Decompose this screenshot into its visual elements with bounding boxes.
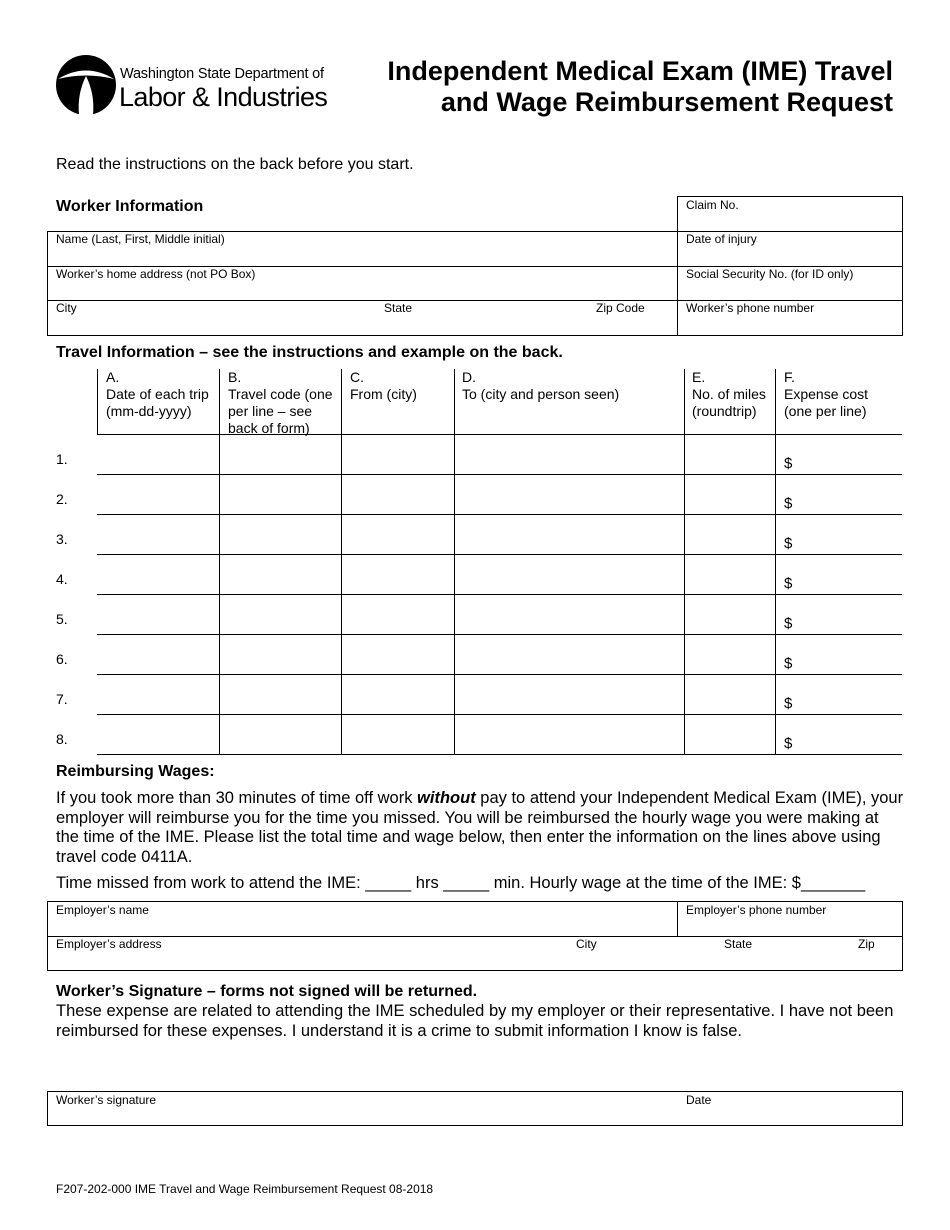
col-e-header: E. No. of miles (roundtrip) [692,369,766,419]
date-of-injury-field[interactable]: Date of injury [686,232,757,246]
employer-name-field[interactable]: Employer’s name [56,903,149,917]
col-c-header: C. From (city) [350,369,417,402]
employer-city-field[interactable]: City [576,937,597,951]
col-d-header: D. To (city and person seen) [462,369,620,402]
worker-signature-field[interactable]: Worker’s signature [56,1093,157,1107]
row-number: 8. [56,731,68,747]
row-number: 1. [56,451,68,467]
claim-no-field[interactable]: Claim No. [686,198,739,212]
lni-logo-icon [55,54,117,116]
employer-address-field[interactable]: Employer’s address [56,937,162,951]
form-title-line1: Independent Medical Exam (IME) Travel [387,56,893,86]
org-name-line1: Washington State Department of [120,66,324,82]
employer-state-field[interactable]: State [724,937,753,951]
expense-cost-cell[interactable]: $ [784,455,793,472]
employer-zip-field[interactable]: Zip [858,937,875,951]
expense-cost-cell[interactable]: $ [784,695,793,712]
col-a-header: A. Date of each trip (mm-dd-yyyy) [106,369,209,419]
signature-heading: Worker’s Signature – forms not signed will be returned. [56,983,478,1000]
expense-cost-cell[interactable]: $ [784,575,793,592]
row-number: 3. [56,531,68,547]
row-number: 4. [56,571,68,587]
wages-paragraph: If you took more than 30 minutes of time off work without pay to attend your Independent Medical Exam (IME), your employer will reimburse you for the time you missed. You will be reimbursed the hourly wage you were making at the time of the IME. Please list the total time and wage below, then enter the information on the lines above using travel code 0411A. [56,789,904,866]
expense-cost-cell[interactable]: $ [784,655,793,672]
zip-field[interactable]: Zip Code [596,301,645,315]
home-address-field[interactable]: Worker’s home address (not PO Box) [56,267,256,281]
employer-phone-field[interactable]: Employer’s phone number [686,903,827,917]
expense-cost-cell[interactable]: $ [784,615,793,632]
wages-heading: Reimbursing Wages: [56,763,215,780]
signature-statement: These expense are related to attending the IME scheduled by my employer or their representative. I have not been reimbursed for these expenses. I understand it is a crime to submit information I know is false. [56,1002,894,1040]
expense-cost-cell[interactable]: $ [784,735,793,752]
name-field[interactable]: Name (Last, First, Middle initial) [56,232,225,246]
time-missed-line[interactable]: Time missed from work to attend the IME: _____ hrs _____ min. Hourly wage at the time of the IME: $_______ [56,874,866,892]
ssn-field[interactable]: Social Security No. (for ID only) [686,267,854,281]
form-footer: F207-202-000 IME Travel and Wage Reimbursement Request 08-2018 [56,1182,434,1196]
expense-cost-cell[interactable]: $ [784,535,793,552]
row-number: 5. [56,611,68,627]
org-name-line2: Labor & Industries [119,82,328,112]
intro-text: Read the instructions on the back before you start. [56,156,414,173]
signature-date-field[interactable]: Date [686,1093,712,1107]
row-number: 7. [56,691,68,707]
worker-phone-field[interactable]: Worker’s phone number [686,301,815,315]
worker-info-heading: Worker Information [56,198,204,215]
row-number: 6. [56,651,68,667]
expense-cost-cell[interactable]: $ [784,495,793,512]
city-field[interactable]: City [56,301,77,315]
travel-heading: Travel Information – see the instructions and example on the back. [56,344,563,361]
state-field[interactable]: State [384,301,413,315]
col-b-header: B. Travel code (one per line – see back of form) [228,369,333,436]
form-title-line2: and Wage Reimbursement Request [440,87,893,117]
col-f-header: F. Expense cost (one per line) [784,369,869,419]
row-number: 2. [56,491,68,507]
form-title [333,56,893,118]
